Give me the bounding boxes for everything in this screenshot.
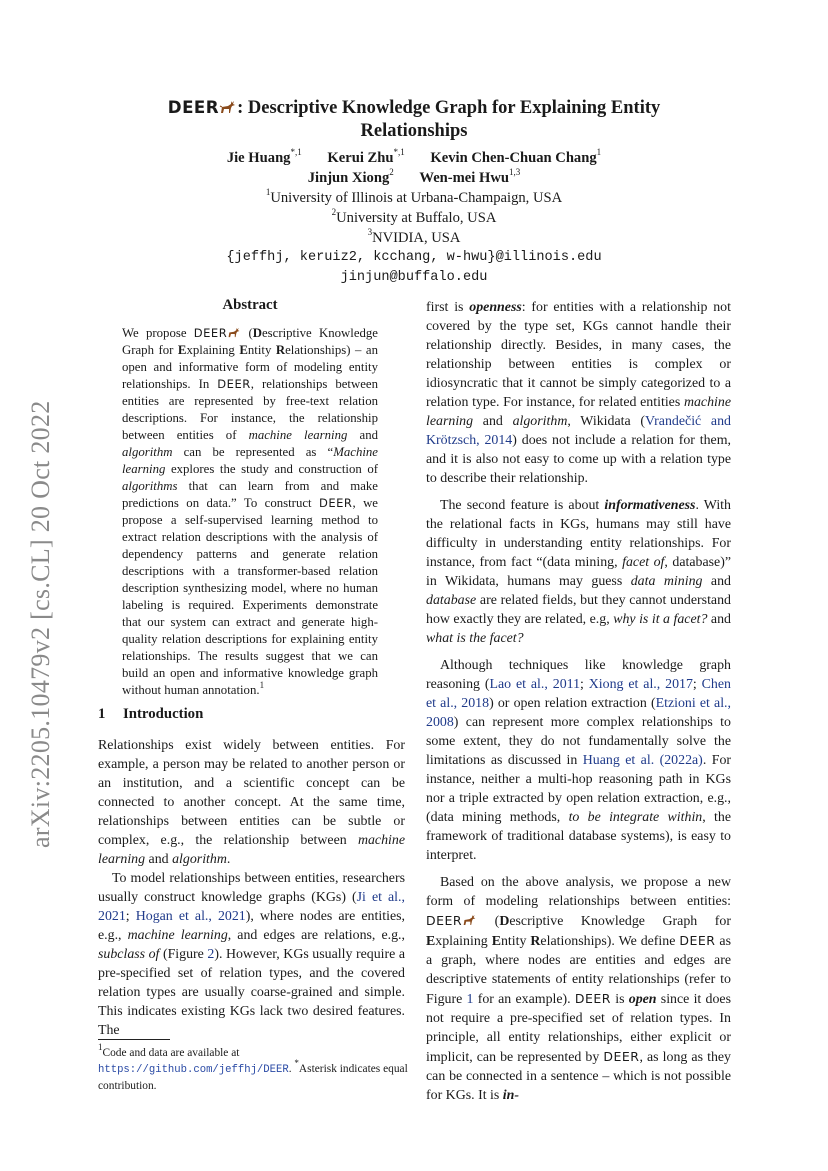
system-name: DEER bbox=[193, 326, 228, 340]
system-name: DEER bbox=[167, 98, 220, 117]
abstract-text: We propose DEER (Descriptive Knowledge Graph for Explaining Entity Relationships) – an open and informative form of modeling entity relationships. In DEER, relationships between entities are represented by free-text relation descriptions. For instance, the relationship between entities of machine learning and algorithm can be represented as “Machine learning explores the study and construction of algorithms that can learn from and make predictions on data.” To construct DEER, we propose a self-supervised learning method to extract relation descriptions with the analysis of dependency patterns and generate relation descriptions with a transformer-based relation description synthesizing model, where no human labeling is required. Experiments demonstrate that our system can extract and generate high-quality relation descriptions for explaining entity relationships. The results suggest that we can build an open and informative knowledge graph without human annotation.$^1$ bbox=[122, 326, 378, 697]
intro-right-column bbox=[426, 298, 731, 1105]
arxiv-identifier: arXiv:2205.10479v2 [cs.CL] 20 Oct 2022 bbox=[26, 400, 55, 848]
citation-link[interactable]: Chen et al., 2018 bbox=[426, 677, 731, 711]
citation-link[interactable]: Ji et al., 2021 bbox=[98, 890, 405, 924]
citation-link[interactable]: Hogan et al., 2021 bbox=[135, 909, 246, 924]
affiliation-3: $^3$NVIDIA, USA bbox=[367, 227, 461, 246]
deer-icon bbox=[219, 100, 237, 114]
author-name: Kevin Chen-Chuan Chang bbox=[430, 150, 597, 166]
abstract-heading: Abstract bbox=[222, 297, 278, 313]
paragraph: To model relationships between entities, researchers usually construct knowledge graphs (KGs) (Ji et al., 2021; Hogan et al., 2021), where nodes are entities, e.g., machine learning, and edges are relations, e.g., subclass of (Figure 2). However, KGs usually require a pre-specified set of relation types, and the covered relation types are usually coarse-grained and simple. This indicates existing KGs lack two desired features. The bbox=[98, 871, 405, 1038]
paper-title bbox=[90, 96, 738, 143]
author-mark: 1 bbox=[596, 147, 602, 158]
deer-icon bbox=[462, 914, 477, 926]
author-row-1 bbox=[90, 148, 738, 168]
footnote-rule bbox=[98, 1039, 170, 1040]
paragraph: Based on the above analysis, we propose a new form of modeling relationships between entities: DEER (Descriptive Knowledge Graph for Explaining Entity Relationships). We define DEER as a graph, where nodes are entities and edges are descriptive statements of entity relationships (refer to Figure 1 for an example). DEER is open since it does not require a pre-specified set of relation types. In principle, all entity relationships, either explicit or implicit, can be represented by DEER, as long as they can be connected in a sentence – which is not possible for KGs. It is in- bbox=[426, 875, 731, 1103]
paragraph: Relationships exist widely between entities. For example, a person may be related to another person or an institution, and a scientific concept can be connected to another concept. At the same time, relationships between entities can be subtle or complex, e.g., the relationship between machine learning and algorithm. bbox=[98, 738, 405, 867]
footnote-ref[interactable]: 1 bbox=[259, 679, 265, 690]
citation-link[interactable]: Xiong et al., 2017 bbox=[588, 677, 693, 692]
author-block bbox=[90, 148, 738, 288]
email-line-2: jinjun@buffalo.edu bbox=[340, 270, 488, 285]
intro-left-column bbox=[98, 736, 405, 1040]
affiliation-2: $^2$University at Buffalo, USA bbox=[331, 207, 497, 226]
title-line2: Relationships bbox=[360, 121, 468, 141]
email-line-1: {jeffhj, keruiz2, kcchang, w-hwu}@illinois.edu bbox=[226, 250, 602, 265]
author-mark: *,1 bbox=[290, 147, 302, 158]
citation-link[interactable]: Vrandečić and Krötzsch, 2014 bbox=[426, 414, 731, 448]
deer-icon bbox=[227, 327, 241, 338]
author-name: Kerui Zhu bbox=[327, 150, 394, 166]
section-heading: 1 Introduction bbox=[98, 706, 204, 722]
author-mark: 1,3 bbox=[509, 167, 521, 178]
title-line1: : Descriptive Knowledge Graph for Explaining Entity bbox=[237, 98, 661, 118]
affiliation-1: $^1$University of Illinois at Urbana-Champaign, USA bbox=[265, 187, 563, 206]
paragraph: Although techniques like knowledge graph reasoning (Lao et al., 2011; Xiong et al., 2017; Chen et al., 2018) or open relation extraction (Etzioni et al., 2008) can represent more complex relationships to some extent, they do not fundamentally solve the limitations as discussed in Huang et al. (2022a). For instance, neither a multi-hop reasoning path in KGs nor a triple extracted by open relation extraction, e.g., (data mining methods, to be integrate within, the framework of traditional database systems), is easy to interpret. bbox=[426, 658, 732, 863]
author-name: Jie Huang bbox=[226, 150, 291, 166]
author-name: Jinjun Xiong bbox=[307, 170, 390, 186]
citation-link[interactable]: Etzioni et al., 2008 bbox=[426, 696, 731, 730]
paragraph: first is openness: for entities with a relationship not covered by the type set, KGs cannot handle their relationship directly. Besides, in many cases, the relationship between entities is complex or idiosyncratic that it cannot be simply categorized to a relation type. For instance, for related entities machine learning and algorithm, Wikidata (Vrandečić and Krötzsch, 2014) does not include a relation for them, and it is also not easy to come up with a relation type to describe their relationship. bbox=[426, 300, 731, 486]
citation-link[interactable]: Huang et al. (2022a) bbox=[582, 753, 703, 768]
figure-link[interactable]: 1 bbox=[466, 992, 474, 1007]
code-url-link[interactable]: https://github.com/jeffhj/DEER bbox=[98, 1064, 289, 1076]
author-mark: *,1 bbox=[393, 147, 405, 158]
footnote: $^1$Code and data are available at https://github.com/jeffhj/DEER. *Asterisk indicates equal contribution. bbox=[98, 1042, 408, 1092]
paragraph: The second feature is about informativeness. With the relational facts in KGs, humans may still have difficulty in understanding entity relationships. For instance, from fact “(data mining, facet of, database)” in Wikidata, humans may guess data mining and database are related fields, but they cannot understand how exactly they are related, e.g, why is it a facet? and what is the facet? bbox=[426, 498, 731, 646]
author-mark: 2 bbox=[389, 167, 394, 178]
author-row-2 bbox=[90, 168, 738, 188]
author-name: Wen-mei Hwu bbox=[419, 170, 509, 186]
citation-link[interactable]: Lao et al., 2011 bbox=[489, 677, 581, 692]
figure-link[interactable]: 2 bbox=[207, 947, 215, 962]
